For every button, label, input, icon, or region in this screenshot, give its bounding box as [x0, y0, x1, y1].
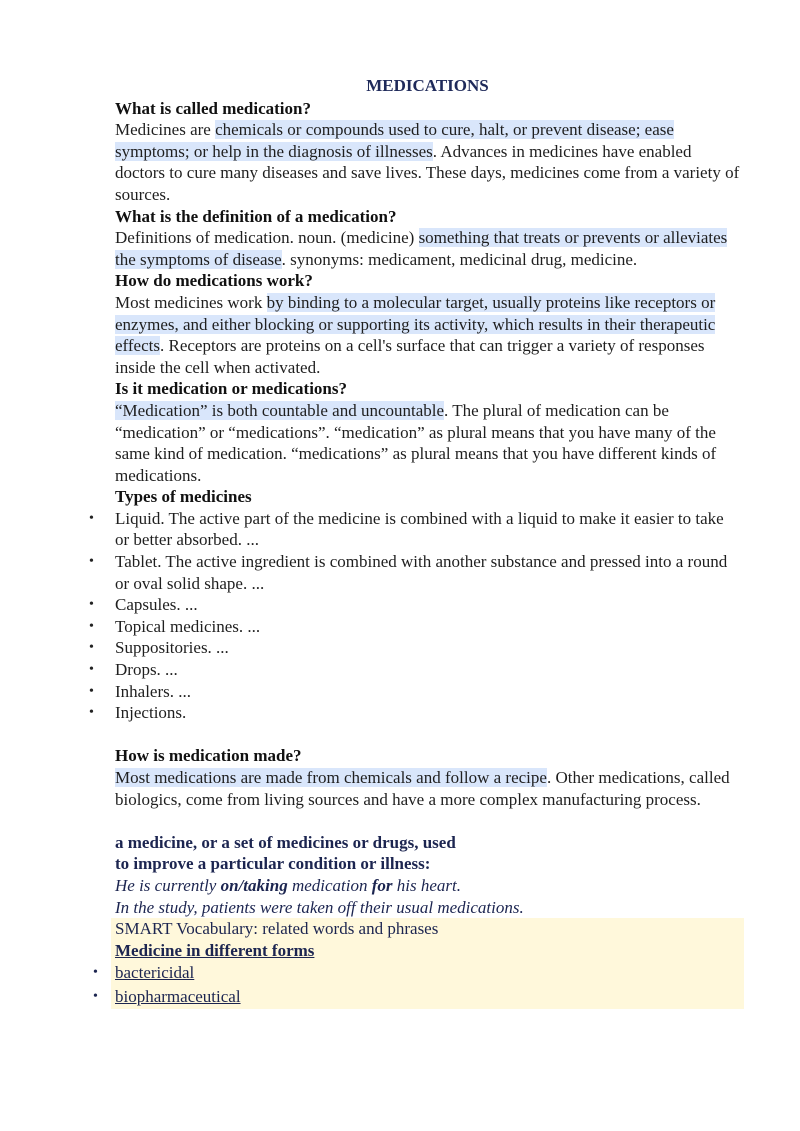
highlighted-text: chemicals or compounds used to cure, halt, or prevent disease; ease symptoms; or help in the diagnosis of illnesses	[115, 120, 674, 161]
highlighted-text: by binding to a molecular target, usually proteins like receptors or enzymes, and either blocking or supporting its activity, which results in their therapeutic effects	[115, 292, 716, 356]
answer-text: Definitions of medication. noun. (medicine)	[115, 228, 419, 248]
answer-text: . The plural of medication can be “medication” or “medications”. “medication” as plural means that you have many of the same kind of medication. “medications” as plural means that you have different kinds of medications.	[115, 400, 717, 485]
example-text: medication	[287, 875, 372, 895]
list-item: • Topical medicines. ...	[115, 616, 740, 638]
question-how-made: How is medication made?	[115, 746, 302, 766]
answer-how-work	[115, 292, 740, 378]
highlighted-text: Most medications are made from chemicals and follow a recipe	[115, 768, 547, 787]
example-text: his heart.	[392, 875, 462, 895]
highlighted-text: “Medication” is both countable and uncountable	[115, 400, 445, 420]
types-list	[115, 508, 740, 724]
answer-text: Medicines are	[115, 120, 216, 140]
answer-medication-or-medications	[115, 400, 740, 486]
spacer	[115, 724, 740, 746]
answer-what-is-medication	[115, 119, 740, 205]
list-item: • Inhalers. ...	[115, 681, 740, 703]
definition-line: to improve a particular condition or illness:	[115, 854, 431, 874]
list-item: • Tablet. The active ingredient is combined with another substance and pressed into a round or oval solid shape. ...	[115, 551, 740, 594]
list-item: • Drops. ...	[115, 659, 740, 681]
example-bold: for	[371, 875, 393, 895]
list-item: • Suppositories. ...	[115, 637, 740, 659]
smart-links-list	[115, 961, 744, 1009]
answer-text: Most medicines work	[115, 292, 267, 312]
question-definition: What is the definition of a medication?	[115, 206, 397, 226]
list-item: • Capsules. ...	[115, 594, 740, 616]
example-sentence	[115, 875, 740, 897]
question-how-work: How do medications work?	[115, 271, 313, 291]
types-heading: Types of medicines	[115, 487, 252, 507]
example-bold: on/taking	[220, 875, 288, 895]
answer-text: . synonyms: medicament, medicinal drug, medicine.	[281, 249, 638, 269]
example-text: He is currently	[115, 875, 221, 895]
answer-definition	[115, 227, 740, 270]
list-item: • Injections.	[115, 702, 740, 724]
smart-vocabulary-box	[111, 918, 744, 1009]
answer-text: . Advances in medicines have enabled doctors to cure many diseases and save lives. These days, medicines come from a variety of sources.	[115, 141, 740, 204]
list-item: • Liquid. The active part of the medicine is combined with a liquid to make it easier to take or better absorbed. ...	[115, 508, 740, 551]
link-biopharmaceutical[interactable]: • biopharmaceutical	[115, 985, 744, 1009]
answer-text: . Other medications, called biologics, come from living sources and have a more complex manufacturing process.	[115, 768, 730, 809]
highlighted-text: something that treats or prevents or alleviates the symptoms of disease	[115, 228, 728, 269]
smart-subheading-link[interactable]: Medicine in different forms	[115, 940, 315, 960]
definition-line: a medicine, or a set of medicines or drugs, used	[115, 832, 456, 852]
question-what-is-medication: What is called medication?	[115, 98, 311, 118]
spacer	[115, 810, 740, 832]
question-medication-or-medications: Is it medication or medications?	[115, 379, 348, 399]
smart-vocabulary-label: SMART Vocabulary: related words and phrases	[115, 919, 439, 939]
link-bactericidal[interactable]: • bactericidal	[115, 961, 744, 985]
answer-text: . Receptors are proteins on a cell's surface that can trigger a variety of responses inside the cell when activated.	[115, 336, 705, 377]
document-body	[115, 75, 740, 1009]
page-title: MEDICATIONS	[366, 76, 489, 95]
answer-how-made	[115, 767, 740, 810]
example-sentence: In the study, patients were taken off their usual medications.	[115, 897, 524, 917]
